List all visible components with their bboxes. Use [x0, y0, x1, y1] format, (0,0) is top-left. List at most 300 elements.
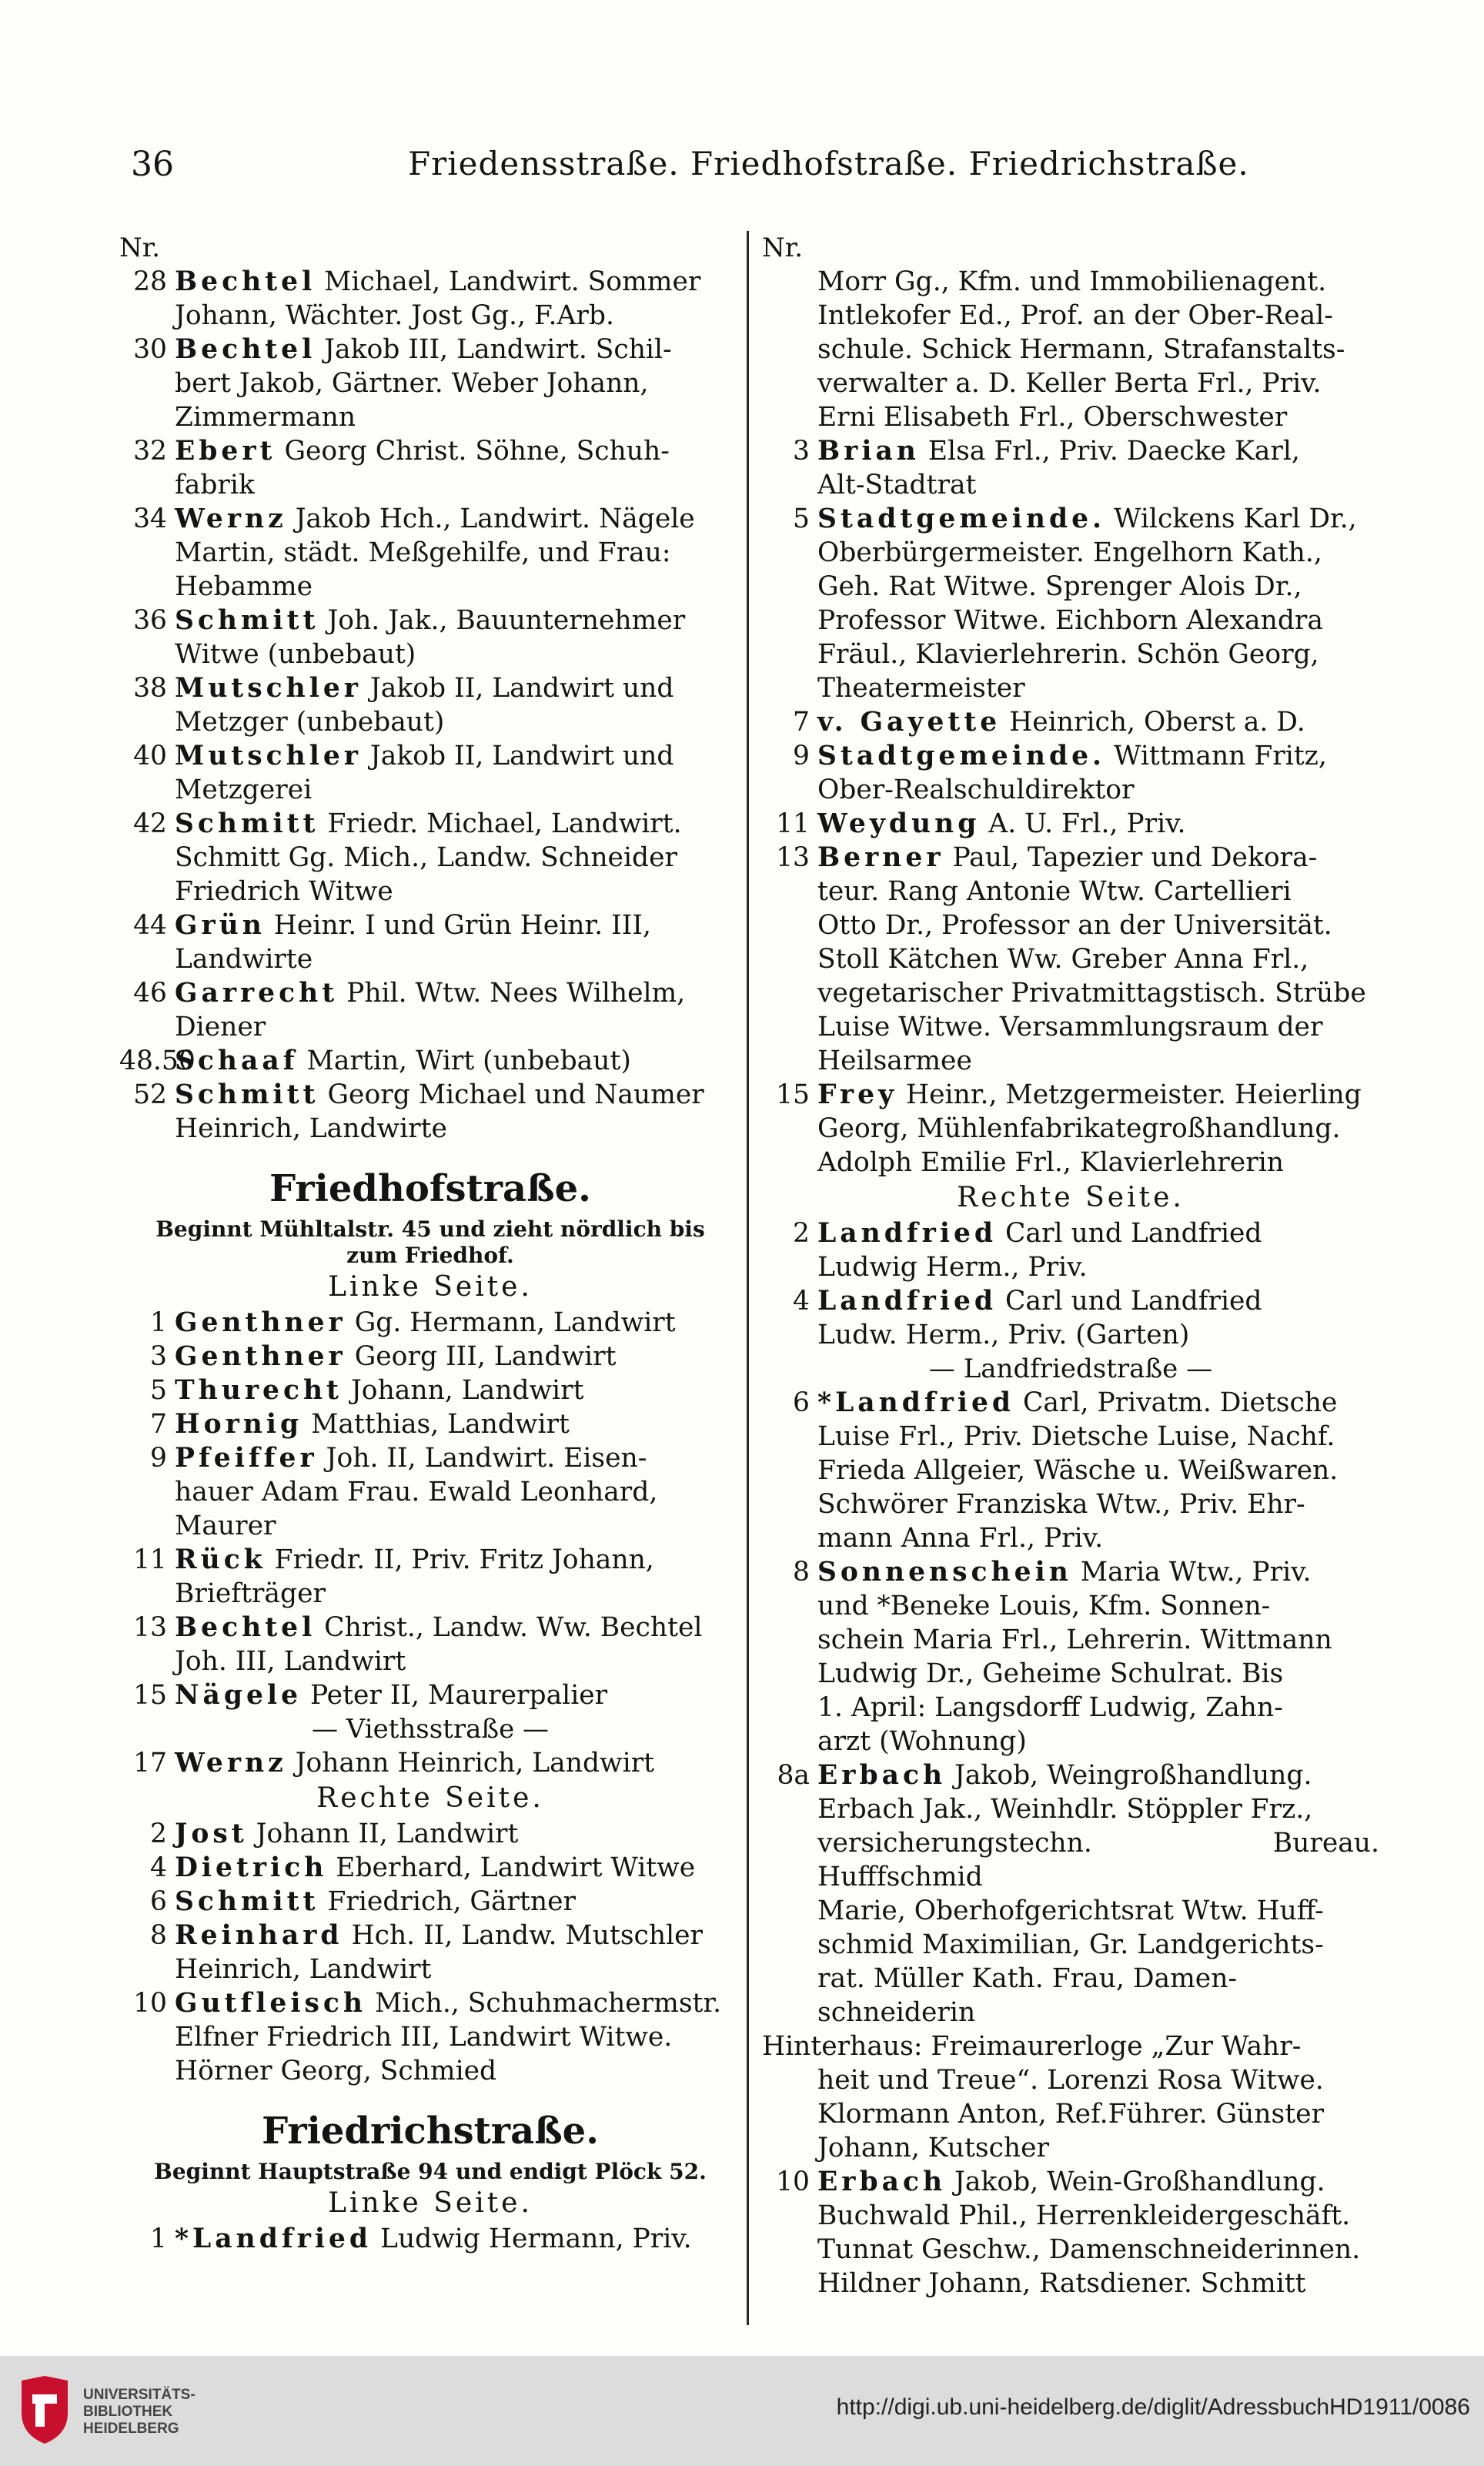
entry-text [817, 1284, 1379, 1318]
section-title-friedhofstrasse: Friedhofstraße. [269, 1167, 591, 1210]
entry-text [175, 1374, 741, 1407]
list-item [119, 1306, 741, 1340]
entry-rest: Eberhard, Landwirt Witwe [327, 1852, 696, 1883]
entry-text [817, 434, 1379, 468]
entry-rest: schmid Maximilian, Gr. Landgerichts- [817, 1929, 1324, 1960]
entry-rest: Hildner Johann, Ratsdiener. Schmitt [817, 2268, 1306, 2299]
entry-text [175, 604, 741, 637]
entry-rest: Matthias, Landwirt [302, 1409, 570, 1440]
list-item [119, 1952, 741, 1986]
house-number: 28 [133, 266, 167, 297]
entry-text [119, 536, 741, 570]
entry-rest: schneiderin [817, 1997, 976, 2028]
entry-rest: Elsa Frl., Priv. Daecke Karl, [919, 436, 1300, 467]
list-item [762, 637, 1379, 671]
entry-rest: Mich., Schuhmachermstr. [366, 1988, 722, 2019]
entry-text [762, 875, 1379, 908]
house-number: 52 [133, 1079, 167, 1110]
spaced-name: Thurecht [175, 1375, 343, 1406]
entry-group [119, 1746, 741, 1780]
list-item [119, 976, 741, 1010]
entry-text [119, 1112, 741, 1146]
entry-text [119, 875, 741, 908]
list-item [119, 739, 741, 773]
entry-text [762, 536, 1379, 570]
list-item [119, 1851, 741, 1885]
entry-text [175, 1407, 741, 1441]
spaced-name: Ebert [175, 436, 276, 467]
entry-text [175, 1885, 741, 1919]
entry-rest: Georg Christ. Söhne, Schuh- [276, 436, 670, 467]
list-item [762, 1758, 1379, 1792]
spaced-name: Wernz [175, 1748, 287, 1778]
entry-rest: Joh. II, Landwirt. Eisen- [317, 1443, 647, 1474]
entry-group [762, 1216, 1379, 1352]
entry-group [119, 265, 741, 1146]
list-item [119, 1678, 741, 1712]
spaced-name: Mutschler [175, 741, 362, 771]
entry-text [762, 400, 1379, 434]
list-item [762, 2165, 1379, 2199]
entry-text [175, 265, 741, 299]
entry-rest: Wittmann Fritz, [1105, 741, 1327, 771]
house-number: 6 [793, 1387, 810, 1418]
house-number: 46 [133, 978, 167, 1009]
entry-text [817, 807, 1379, 841]
entry-text [762, 366, 1379, 400]
column-divider [747, 231, 749, 2325]
entry-text [762, 1792, 1379, 1826]
entry-rest: Briefträger [175, 1578, 326, 1609]
entry-text [762, 299, 1379, 333]
entry-rest: Ludwig Hermann, Priv. [372, 2223, 692, 2254]
entry-text [762, 468, 1379, 502]
cross-street: — Viethsstraße — [311, 1714, 550, 1745]
list-item [119, 570, 741, 604]
spaced-name: Schmitt [175, 1079, 319, 1110]
list-item [762, 671, 1379, 705]
entry-rest: versicherungstechn. Bureau. Hufffschmid [817, 1828, 1379, 1892]
spaced-name: Wernz [175, 504, 287, 534]
house-number: 5 [793, 504, 810, 534]
list-item [762, 1284, 1379, 1318]
list-item [762, 1555, 1379, 1589]
entry-rest: Martin, Wirt (unbebaut) [298, 1046, 631, 1076]
spaced-name: Rück [175, 1544, 266, 1575]
house-number: 9 [793, 741, 810, 771]
entry-text [817, 705, 1379, 739]
entry-text [175, 1919, 741, 1952]
entry-rest: Johann, Wächter. Jost Gg., F.Arb. [175, 300, 614, 331]
house-number: 9 [150, 1443, 167, 1474]
list-item [762, 400, 1379, 434]
entry-rest: Adolph Emilie Frl., Klavierlehrerin [817, 1147, 1284, 1178]
entry-text [175, 1044, 741, 1078]
list-item [119, 468, 741, 502]
list-item [762, 1521, 1379, 1555]
entry-text [817, 502, 1379, 536]
entry-rest: Johann Heinrich, Landwirt [286, 1748, 654, 1778]
entry-rest: Intlekofer Ed., Prof. an der Ober-Real- [817, 300, 1333, 331]
list-item [119, 299, 741, 333]
entry-rest: Heinrich, Oberst a. D. [1001, 707, 1305, 738]
entry-text [119, 299, 741, 333]
entry-rest: Jakob II, Landwirt und [361, 673, 674, 704]
entry-text [175, 434, 741, 468]
entry-text [817, 2165, 1379, 2199]
list-item [119, 1746, 741, 1780]
entry-text: heit und Treue“. Lorenzi Rosa Witwe. [817, 2065, 1324, 2096]
list-item [119, 705, 741, 739]
house-number: 7 [150, 1409, 167, 1440]
entry-text [762, 1623, 1379, 1657]
entry-rest: Gg. Hermann, Landwirt [346, 1307, 676, 1338]
entry-rest: Hebamme [175, 571, 313, 602]
entry-rest: Jakob, Weingroßhandlung. [946, 1760, 1312, 1791]
left-column [119, 231, 741, 2256]
entry-text [119, 400, 741, 434]
entry-rest: Carl, Privatm. Dietsche [1014, 1387, 1338, 1418]
house-number: 2 [150, 1819, 167, 1849]
entry-rest: Ludwig Herm., Priv. [817, 1252, 1088, 1283]
entry-rest: schein Maria Frl., Lehrerin. Wittmann [817, 1624, 1332, 1655]
list-item [119, 1645, 741, 1678]
list-item [762, 2097, 1379, 2131]
entry-text [762, 1112, 1379, 1146]
spaced-name: Landfried [817, 1218, 998, 1249]
entry-text [817, 1078, 1379, 1112]
list-item [119, 1986, 741, 2020]
entry-group [119, 1817, 741, 2088]
house-number: 8 [793, 1557, 810, 1588]
entry-text [175, 976, 741, 1010]
list-item [762, 1146, 1379, 1179]
list-item [119, 671, 741, 705]
entry-rest: Oberbürgermeister. Engelhorn Kath., [817, 537, 1322, 568]
entry-rest: verwalter a. D. Keller Berta Frl., Priv. [817, 368, 1322, 399]
entry-text [762, 265, 1379, 299]
entry-text [762, 1521, 1379, 1555]
spaced-name: Nägele [175, 1680, 302, 1711]
entry-rest: Carl und Landfried [997, 1218, 1262, 1249]
entry-rest: Friedr. Michael, Landwirt. [319, 808, 682, 839]
list-item [762, 2029, 1379, 2063]
list-item [762, 1826, 1379, 1894]
list-item [762, 1589, 1379, 1623]
list-item [762, 1250, 1379, 1284]
list-item [119, 434, 741, 468]
entry-rest: Elfner Friedrich III, Landwirt Witwe. [175, 2022, 673, 2053]
list-item [119, 1919, 741, 1952]
list-item [762, 705, 1379, 739]
list-item [762, 2199, 1379, 2233]
spaced-name: Erbach [817, 1760, 947, 1791]
list-item [762, 1725, 1379, 1758]
entry-rest: hauer Adam Frau. Ewald Leonhard, [175, 1477, 658, 1507]
list-item [762, 366, 1379, 400]
spaced-name: Stadtgemeinde. [817, 741, 1106, 771]
house-number: 4 [150, 1852, 167, 1883]
entry-rest: Ludw. Herm., Priv. (Garten) [817, 1320, 1190, 1350]
entry-text [762, 1010, 1379, 1044]
house-number: 38 [133, 673, 167, 704]
side-heading-right: Rechte Seite. [316, 1782, 544, 1814]
list-item [762, 1487, 1379, 1521]
list-item [762, 942, 1379, 976]
entry-rest: Georg III, Landwirt [346, 1341, 617, 1372]
entry-rest: Metzger (unbebaut) [175, 707, 445, 738]
list-item [762, 265, 1379, 299]
house-number: 8a [777, 1760, 810, 1791]
entry-text [119, 366, 741, 400]
entry-rest: Peter II, Maurerpalier [302, 1680, 608, 1711]
entry-group [762, 2165, 1379, 2300]
entry-text [119, 841, 741, 875]
entry-text [175, 1817, 741, 1851]
entry-text [175, 333, 741, 366]
house-number: 42 [133, 808, 167, 839]
spaced-name: Berner [817, 842, 944, 873]
list-item [119, 1441, 741, 1475]
entry-text [175, 1851, 741, 1885]
list-item [762, 2267, 1379, 2300]
list-item [762, 1691, 1379, 1725]
entry-text [762, 942, 1379, 976]
nr-label: Nr. [762, 233, 804, 263]
list-item [119, 1611, 741, 1645]
list-item [119, 908, 741, 942]
entry-text [762, 773, 1379, 807]
entry-rest: Erni Elisabeth Frl., Oberschwester [817, 402, 1288, 433]
entry-text [119, 1509, 741, 1543]
entry-text: Hinterhaus: Freimaurerloge „Zur Wahr- [762, 2031, 1302, 2062]
spaced-name: Bechtel [175, 334, 316, 365]
entry-rest: Friedrich Witwe [175, 876, 393, 907]
entry-rest: Wilckens Karl Dr., [1105, 504, 1357, 534]
entry-rest: Alt-Stadtrat [817, 470, 977, 500]
entry-text [762, 1146, 1379, 1179]
list-item [119, 1374, 741, 1407]
entry-text [175, 807, 741, 841]
entry-rest: Heinr. I und Grün Heinr. III, [265, 910, 651, 941]
entry-text [175, 739, 741, 773]
spaced-name: Stadtgemeinde. [817, 504, 1106, 534]
entry-rest: A. U. Frl., Priv. [980, 808, 1186, 839]
list-item [119, 1078, 741, 1112]
entry-rest: Jakob Hch., Landwirt. Nägele [286, 504, 695, 534]
house-number: 1 [150, 1307, 167, 1338]
entry-rest: Jakob II, Landwirt und [361, 741, 674, 771]
house-number: 15 [776, 1079, 810, 1110]
entry-text [762, 2267, 1379, 2300]
source-url[interactable]: http://digi.ub.uni-heidelberg.de/diglit/AdressbuchHD1911/0086 [836, 2394, 1470, 2420]
entry-rest: Jakob, Wein-Großhandlung. [946, 2167, 1325, 2197]
house-number: 15 [133, 1680, 167, 1711]
entry-text [817, 739, 1379, 773]
entry-group [762, 1386, 1379, 2029]
entry-text [762, 1487, 1379, 1521]
list-item [762, 908, 1379, 942]
spaced-name: Genthner [175, 1307, 346, 1338]
entry-text [175, 1543, 741, 1577]
house-number: 10 [776, 2167, 810, 2197]
spaced-name: Brian [817, 436, 920, 467]
list-item [119, 1543, 741, 1577]
side-heading-right: Rechte Seite. [957, 1182, 1185, 1213]
section-description: Beginnt Hauptstraße 94 und endigt Plöck 52. [154, 2159, 707, 2184]
entry-text [175, 908, 741, 942]
list-item [762, 1792, 1379, 1826]
entry-text [119, 1010, 741, 1044]
list-item [762, 1112, 1379, 1146]
house-number: 2 [793, 1218, 810, 1249]
list-item [762, 1044, 1379, 1078]
entry-text [119, 1577, 741, 1611]
entry-rest: Heinr., Metzgermeister. Heierling [897, 1079, 1362, 1110]
entry-rest: Georg Michael und Naumer [319, 1079, 704, 1110]
entry-text [762, 1962, 1379, 1996]
entry-text [762, 637, 1379, 671]
running-title: Friedensstraße. Friedhofstraße. Friedrichstraße. [408, 145, 1249, 182]
section-description: zum Friedhof. [346, 1243, 514, 1268]
entry-text [817, 1386, 1379, 1420]
list-item [762, 2233, 1379, 2267]
entry-rest: Ober-Realschuldirektor [817, 775, 1135, 805]
entry-text [762, 1725, 1379, 1758]
house-number: 3 [150, 1341, 167, 1372]
list-item [119, 875, 741, 908]
entry-text [762, 1826, 1379, 1894]
entry-text [175, 1306, 741, 1340]
house-number: 10 [133, 1988, 167, 2019]
list-item [119, 2020, 741, 2054]
spaced-name: Schaaf [175, 1046, 299, 1076]
list-item [119, 400, 741, 434]
right-column [762, 231, 1379, 2300]
spaced-name: Pfeiffer [175, 1443, 318, 1474]
entry-text [119, 1475, 741, 1509]
house-number: 17 [133, 1748, 167, 1778]
list-item [762, 773, 1379, 807]
entry-text [817, 1216, 1379, 1250]
entry-rest: Fräul., Klavierlehrerin. Schön Georg, [817, 639, 1319, 670]
entry-rest: Martin, städt. Meßgehilfe, und Frau: [175, 537, 671, 568]
spaced-name: Mutschler [175, 673, 362, 704]
entry-rest: vegetarischer Privatmittagstisch. Strübe [817, 978, 1366, 1009]
list-item [762, 1420, 1379, 1454]
entry-text [119, 2054, 741, 2088]
entry-rest: Luise Frl., Priv. Dietsche Luise, Nachf. [817, 1421, 1335, 1452]
entry-rest: Hch. II, Landw. Mutschler [343, 1920, 704, 1951]
spaced-name: Sonnenschein [817, 1557, 1072, 1588]
spaced-name: Schmitt [175, 1886, 319, 1917]
entry-text [119, 2020, 741, 2054]
entry-text: Johann, Kutscher [817, 2133, 1050, 2163]
list-item [762, 468, 1379, 502]
logo-line: UNIVERSITÄTS- [83, 2387, 196, 2403]
list-item [762, 1894, 1379, 1928]
entry-rest: Hörner Georg, Schmied [175, 2056, 497, 2086]
list-item [762, 1386, 1379, 1420]
list-item [762, 1318, 1379, 1352]
entry-text [175, 1611, 741, 1645]
entry-text [817, 1758, 1379, 1792]
spaced-name: Gutfleisch [175, 1988, 366, 2019]
entry-rest: Christ., Landw. Ww. Bechtel [316, 1612, 703, 1643]
entry-text [762, 908, 1379, 942]
list-item [762, 333, 1379, 366]
section-description: Beginnt Mühltalstr. 45 und zieht nördlich bis [155, 1216, 705, 1242]
list-item [762, 2063, 1379, 2097]
list-item [762, 434, 1379, 468]
house-number: 4 [793, 1286, 810, 1317]
entry-text [762, 604, 1379, 637]
list-item [762, 1216, 1379, 1250]
entry-rest: Heinrich, Landwirt [175, 1954, 432, 1985]
entry-rest: schule. Schick Hermann, Strafanstalts- [817, 334, 1345, 365]
house-number: 5 [150, 1375, 167, 1406]
entry-text [762, 671, 1379, 705]
house-number: 40 [133, 741, 167, 771]
entry-text [119, 773, 741, 807]
entry-rest: Geh. Rat Witwe. Sprenger Alois Dr., [817, 571, 1302, 602]
entry-group [762, 265, 1379, 1179]
list-item [762, 1657, 1379, 1691]
house-number: 6 [150, 1886, 167, 1917]
entry-rest: Joh. III, Landwirt [175, 1646, 406, 1677]
house-number: 32 [133, 436, 167, 467]
list-item [119, 1475, 741, 1509]
entry-rest: Friedrich, Gärtner [319, 1886, 577, 1917]
entry-rest: Heinrich, Landwirte [175, 1113, 447, 1144]
entry-rest: Ludwig Dr., Geheime Schulrat. Bis [817, 1658, 1284, 1689]
nr-label: Nr. [119, 233, 161, 263]
spaced-name: Dietrich [175, 1852, 328, 1883]
list-item [119, 1509, 741, 1543]
entry-rest: Luise Witwe. Versammlungsraum der [817, 1012, 1323, 1042]
entry-text [175, 1986, 741, 2020]
house-number: 34 [133, 504, 167, 534]
list-item [762, 299, 1379, 333]
list-item [119, 2222, 741, 2256]
spaced-name: Landfried [817, 1286, 998, 1317]
entry-text [119, 942, 741, 976]
house-number: 1 [150, 2223, 167, 2254]
list-item [119, 841, 741, 875]
list-item [762, 502, 1379, 536]
list-item [762, 841, 1379, 875]
entry-rest: Phil. Wtw. Nees Wilhelm, [338, 978, 686, 1009]
entry-rest: und *Beneke Louis, Kfm. Sonnen- [817, 1591, 1271, 1621]
entry-rest: Jakob III, Landwirt. Schil- [316, 334, 672, 365]
house-number: 36 [133, 605, 167, 636]
entry-rest: Maria Wtw., Priv. [1071, 1557, 1312, 1588]
entry-text [119, 468, 741, 502]
entry-rest: Joh. Jak., Bauunternehmer [319, 605, 686, 636]
list-item [762, 1078, 1379, 1112]
house-number: 13 [776, 842, 810, 873]
spaced-name: Schmitt [175, 605, 319, 636]
entry-text [175, 1746, 741, 1780]
list-item [762, 875, 1379, 908]
house-number: 8 [150, 1920, 167, 1951]
entry-rest: Schmitt Gg. Mich., Landw. Schneider [175, 842, 677, 873]
entry-text [119, 637, 741, 671]
entry-text: Klormann Anton, Ref.Führer. Günster [817, 2099, 1324, 2130]
entry-text [119, 705, 741, 739]
entry-text [119, 1952, 741, 1986]
entry-rest: Paul, Tapezier und Dekora- [944, 842, 1318, 873]
